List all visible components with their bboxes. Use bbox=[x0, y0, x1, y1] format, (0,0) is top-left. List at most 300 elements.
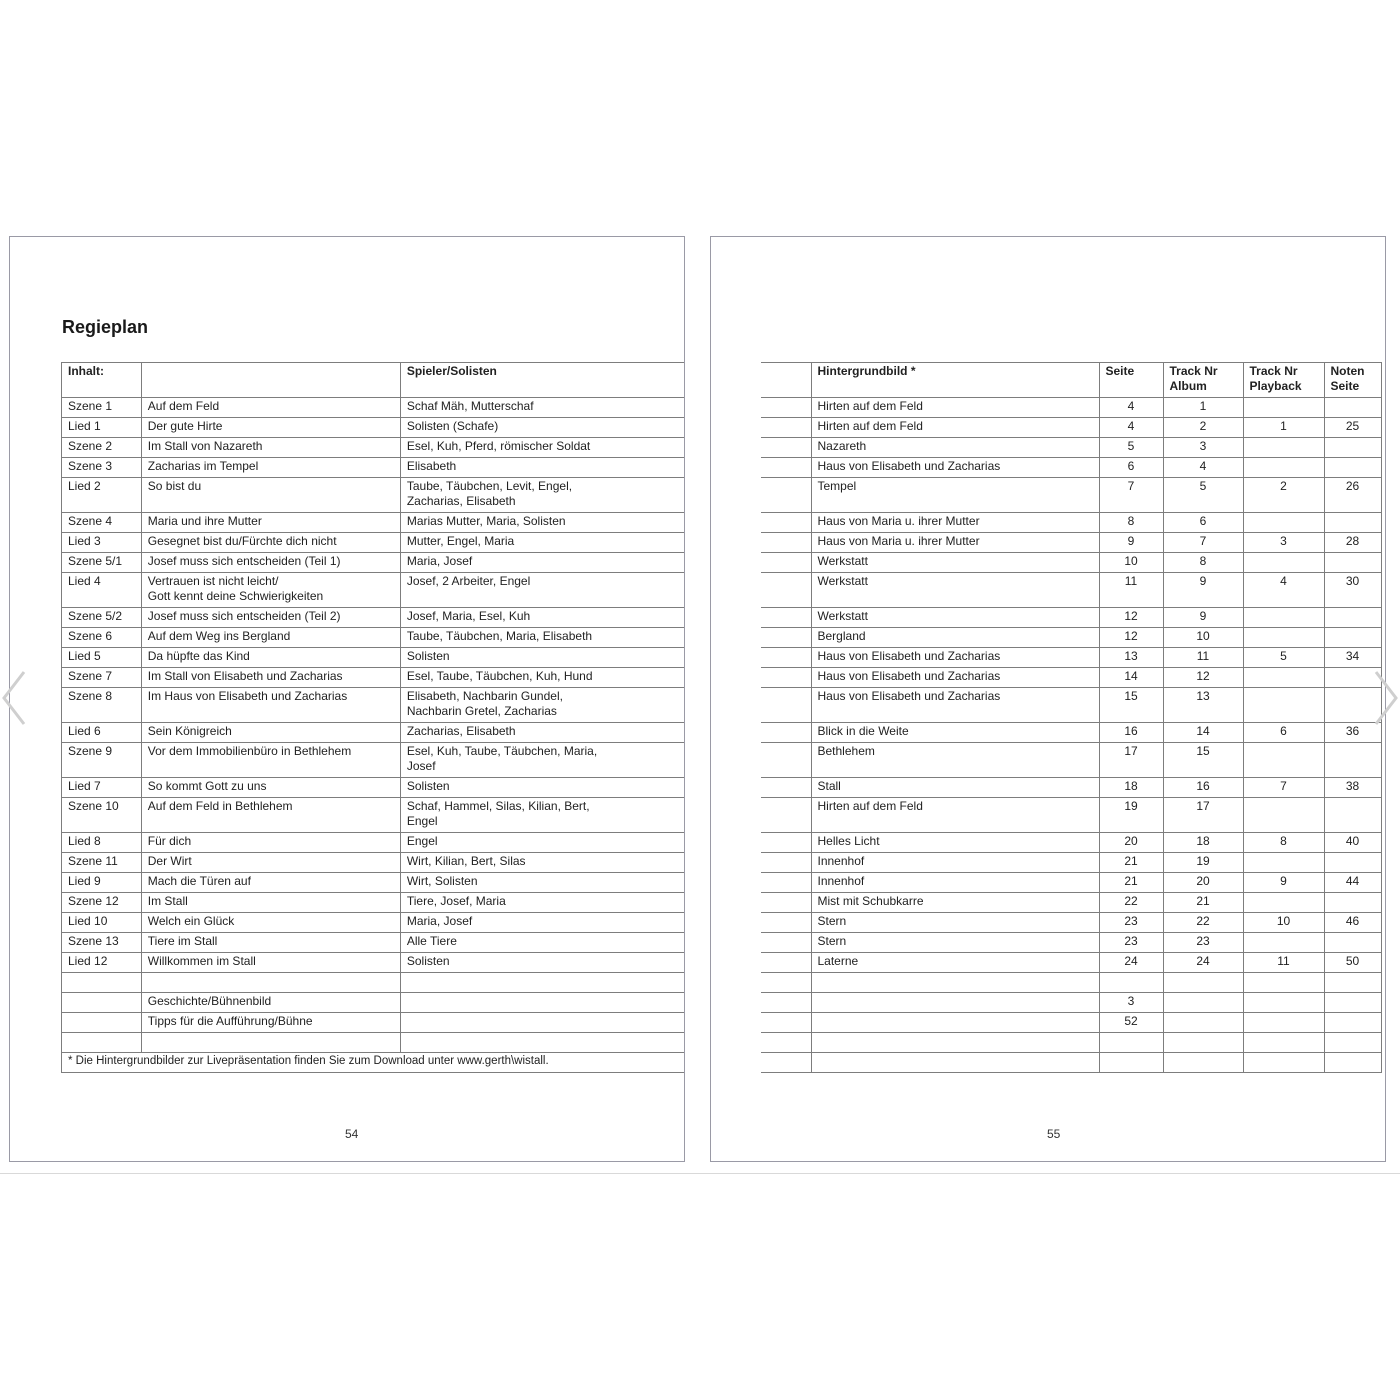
cell-seite: 22 bbox=[1099, 893, 1163, 913]
cell-inhalt: Lied 5 bbox=[62, 648, 142, 668]
cell-spieler: Tiere, Josef, Maria bbox=[400, 893, 684, 913]
cell-noten-seite bbox=[1324, 398, 1381, 418]
table-row bbox=[761, 513, 1381, 533]
cell-track-playback: 3 bbox=[1243, 533, 1324, 553]
cell-hintergrundbild: Haus von Elisabeth und Zacharias bbox=[811, 688, 1099, 723]
cell-noten-seite bbox=[1324, 1053, 1381, 1073]
cell-noten-seite bbox=[1324, 743, 1381, 778]
cell-spieler: Taube, Täubchen, Levit, Engel, Zacharias, Elisabeth bbox=[400, 478, 684, 513]
table-row bbox=[761, 933, 1381, 953]
table-row bbox=[761, 553, 1381, 573]
table-row bbox=[62, 608, 685, 628]
cell-inhalt: Szene 1 bbox=[62, 398, 142, 418]
cell-track-playback bbox=[1243, 553, 1324, 573]
table-row bbox=[761, 573, 1381, 608]
cell-track-playback bbox=[1243, 398, 1324, 418]
viewer-bottom-divider bbox=[0, 1173, 1400, 1174]
cell-track-playback: 11 bbox=[1243, 953, 1324, 973]
cell-seite: 21 bbox=[1099, 853, 1163, 873]
cell-track-album: 20 bbox=[1163, 873, 1243, 893]
cell-track-playback: 8 bbox=[1243, 833, 1324, 853]
cell-hintergrundbild bbox=[811, 1013, 1099, 1033]
table-row bbox=[761, 1013, 1381, 1033]
cell-seite: 15 bbox=[1099, 688, 1163, 723]
cell-track-playback bbox=[1243, 688, 1324, 723]
table-row bbox=[62, 688, 685, 723]
cell-hintergrundbild: Bethlehem bbox=[811, 743, 1099, 778]
table-row bbox=[62, 668, 685, 688]
cell-blank bbox=[761, 608, 811, 628]
table-row bbox=[761, 873, 1381, 893]
cell-track-playback bbox=[1243, 743, 1324, 778]
cell-spieler: Alle Tiere bbox=[400, 933, 684, 953]
cell-inhalt: Lied 4 bbox=[62, 573, 142, 608]
cell-track-album: 13 bbox=[1163, 688, 1243, 723]
page-left bbox=[9, 236, 685, 1162]
cell-hintergrundbild: Laterne bbox=[811, 953, 1099, 973]
cell-noten-seite: 25 bbox=[1324, 418, 1381, 438]
cell-track-playback: 7 bbox=[1243, 778, 1324, 798]
cell-blank bbox=[761, 833, 811, 853]
cell-hintergrundbild bbox=[811, 1033, 1099, 1053]
cell-track-album: 9 bbox=[1163, 573, 1243, 608]
cell-track-album: 7 bbox=[1163, 533, 1243, 553]
table-row bbox=[761, 953, 1381, 973]
cell-hintergrundbild bbox=[811, 973, 1099, 993]
cell-blank bbox=[761, 1033, 811, 1053]
table-row bbox=[761, 1053, 1381, 1073]
cell-seite: 12 bbox=[1099, 608, 1163, 628]
cell-hintergrundbild: Innenhof bbox=[811, 873, 1099, 893]
cell-seite bbox=[1099, 973, 1163, 993]
cell-blank bbox=[761, 953, 811, 973]
cell-noten-seite bbox=[1324, 458, 1381, 478]
cell-spieler: Josef, 2 Arbeiter, Engel bbox=[400, 573, 684, 608]
cell-blank bbox=[761, 668, 811, 688]
cell-track-playback: 5 bbox=[1243, 648, 1324, 668]
cell-inhalt bbox=[62, 973, 142, 993]
cell-blank bbox=[761, 873, 811, 893]
cell-hintergrundbild: Nazareth bbox=[811, 438, 1099, 458]
cell-track-playback bbox=[1243, 893, 1324, 913]
cell-hintergrundbild: Stall bbox=[811, 778, 1099, 798]
cell-title: Mach die Türen auf bbox=[141, 873, 400, 893]
table-row bbox=[62, 533, 685, 553]
cell-noten-seite bbox=[1324, 438, 1381, 458]
cell-title: Im Stall bbox=[141, 893, 400, 913]
cell-track-playback bbox=[1243, 458, 1324, 478]
cell-spieler bbox=[400, 1033, 684, 1053]
cell-inhalt bbox=[62, 1013, 142, 1033]
cell-spieler: Maria, Josef bbox=[400, 553, 684, 573]
cell-seite: 23 bbox=[1099, 933, 1163, 953]
cell-seite: 12 bbox=[1099, 628, 1163, 648]
cell-inhalt: Szene 5/1 bbox=[62, 553, 142, 573]
cell-track-album: 15 bbox=[1163, 743, 1243, 778]
cell-title: Für dich bbox=[141, 833, 400, 853]
cell-hintergrundbild: Hirten auf dem Feld bbox=[811, 418, 1099, 438]
cell-hintergrundbild: Hirten auf dem Feld bbox=[811, 798, 1099, 833]
cell-title: So bist du bbox=[141, 478, 400, 513]
cell-track-album: 18 bbox=[1163, 833, 1243, 853]
table-row bbox=[62, 723, 685, 743]
cell-blank bbox=[761, 1053, 811, 1073]
cell-hintergrundbild: Blick in die Weite bbox=[811, 723, 1099, 743]
cell-track-album: 1 bbox=[1163, 398, 1243, 418]
cell-title: So kommt Gott zu uns bbox=[141, 778, 400, 798]
cell-track-playback bbox=[1243, 608, 1324, 628]
cell-seite: 18 bbox=[1099, 778, 1163, 798]
chevron-left-icon bbox=[0, 668, 30, 728]
cell-seite: 5 bbox=[1099, 438, 1163, 458]
cell-spieler bbox=[400, 973, 684, 993]
table-row bbox=[62, 743, 685, 778]
cell-title: Gesegnet bist du/Fürchte dich nicht bbox=[141, 533, 400, 553]
cell-noten-seite bbox=[1324, 1013, 1381, 1033]
cell-blank bbox=[761, 1013, 811, 1033]
cell-title: Da hüpfte das Kind bbox=[141, 648, 400, 668]
header-track-playback: Track Nr Playback bbox=[1243, 363, 1324, 398]
cell-inhalt: Szene 3 bbox=[62, 458, 142, 478]
cell-inhalt bbox=[62, 993, 142, 1013]
cell-title: Willkommen im Stall bbox=[141, 953, 400, 973]
cell-track-album: 19 bbox=[1163, 853, 1243, 873]
cell-track-album: 16 bbox=[1163, 778, 1243, 798]
cell-track-playback bbox=[1243, 933, 1324, 953]
cell-title: Welch ein Glück bbox=[141, 913, 400, 933]
cell-spieler: Schaf Mäh, Mutterschaf bbox=[400, 398, 684, 418]
cell-blank bbox=[761, 853, 811, 873]
table-row bbox=[62, 933, 685, 953]
previous-page-button[interactable] bbox=[0, 668, 30, 728]
next-page-button[interactable] bbox=[1370, 668, 1400, 728]
cell-inhalt: Lied 9 bbox=[62, 873, 142, 893]
regieplan-table-left bbox=[61, 362, 684, 1073]
cell-seite: 6 bbox=[1099, 458, 1163, 478]
table-row bbox=[62, 798, 685, 833]
cell-track-playback bbox=[1243, 1053, 1324, 1073]
table-row bbox=[761, 893, 1381, 913]
cell-track-album: 6 bbox=[1163, 513, 1243, 533]
cell-track-album: 5 bbox=[1163, 478, 1243, 513]
cell-blank bbox=[761, 418, 811, 438]
cell-track-playback bbox=[1243, 438, 1324, 458]
cell-seite: 52 bbox=[1099, 1013, 1163, 1033]
cell-inhalt: Szene 4 bbox=[62, 513, 142, 533]
cell-title: Der Wirt bbox=[141, 853, 400, 873]
cell-track-playback bbox=[1243, 1013, 1324, 1033]
page-number-right: 55 bbox=[1047, 1127, 1061, 1141]
footnote-row bbox=[62, 1053, 685, 1073]
cell-hintergrundbild: Innenhof bbox=[811, 853, 1099, 873]
page-right bbox=[710, 236, 1386, 1162]
chevron-right-icon bbox=[1370, 668, 1400, 728]
cell-spieler: Elisabeth bbox=[400, 458, 684, 478]
cell-blank bbox=[761, 893, 811, 913]
cell-track-album: 4 bbox=[1163, 458, 1243, 478]
table-row bbox=[62, 478, 685, 513]
cell-seite: 14 bbox=[1099, 668, 1163, 688]
cell-seite: 9 bbox=[1099, 533, 1163, 553]
cell-noten-seite: 38 bbox=[1324, 778, 1381, 798]
cell-inhalt bbox=[62, 1033, 142, 1053]
cell-spieler: Josef, Maria, Esel, Kuh bbox=[400, 608, 684, 628]
cell-blank bbox=[761, 933, 811, 953]
cell-track-playback bbox=[1243, 668, 1324, 688]
table-row bbox=[761, 438, 1381, 458]
cell-inhalt: Lied 2 bbox=[62, 478, 142, 513]
table-row bbox=[761, 798, 1381, 833]
cell-blank bbox=[761, 688, 811, 723]
cell-inhalt: Lied 6 bbox=[62, 723, 142, 743]
table-header-row bbox=[761, 363, 1381, 398]
cell-track-album: 21 bbox=[1163, 893, 1243, 913]
table-row bbox=[62, 513, 685, 533]
cell-inhalt: Lied 1 bbox=[62, 418, 142, 438]
cell-blank bbox=[761, 778, 811, 798]
cell-track-album: 24 bbox=[1163, 953, 1243, 973]
cell-track-album: 9 bbox=[1163, 608, 1243, 628]
cell-inhalt: Lied 8 bbox=[62, 833, 142, 853]
cell-seite bbox=[1099, 1033, 1163, 1053]
table-row bbox=[62, 913, 685, 933]
cell-spieler: Solisten bbox=[400, 953, 684, 973]
cell-spieler: Solisten bbox=[400, 778, 684, 798]
cell-seite: 4 bbox=[1099, 398, 1163, 418]
cell-seite: 10 bbox=[1099, 553, 1163, 573]
cell-noten-seite: 50 bbox=[1324, 953, 1381, 973]
table-row bbox=[761, 608, 1381, 628]
cell-hintergrundbild: Helles Licht bbox=[811, 833, 1099, 853]
cell-title: Im Stall von Elisabeth und Zacharias bbox=[141, 668, 400, 688]
cell-hintergrundbild: Werkstatt bbox=[811, 553, 1099, 573]
header-inhalt: Inhalt: bbox=[62, 363, 142, 398]
cell-title: Tiere im Stall bbox=[141, 933, 400, 953]
cell-inhalt: Szene 10 bbox=[62, 798, 142, 833]
table-row bbox=[761, 993, 1381, 1013]
cell-track-album: 3 bbox=[1163, 438, 1243, 458]
cell-noten-seite: 44 bbox=[1324, 873, 1381, 893]
cell-hintergrundbild: Haus von Maria u. ihrer Mutter bbox=[811, 513, 1099, 533]
cell-seite bbox=[1099, 1053, 1163, 1073]
cell-spieler: Esel, Taube, Täubchen, Kuh, Hund bbox=[400, 668, 684, 688]
table-row bbox=[62, 628, 685, 648]
cell-seite: 13 bbox=[1099, 648, 1163, 668]
table-row bbox=[761, 833, 1381, 853]
page-title: Regieplan bbox=[62, 317, 149, 337]
cell-noten-seite: 28 bbox=[1324, 533, 1381, 553]
cell-spieler: Wirt, Kilian, Bert, Silas bbox=[400, 853, 684, 873]
cell-spieler: Mutter, Engel, Maria bbox=[400, 533, 684, 553]
table-row bbox=[761, 743, 1381, 778]
cell-inhalt: Szene 12 bbox=[62, 893, 142, 913]
cell-blank bbox=[761, 398, 811, 418]
cell-noten-seite: 46 bbox=[1324, 913, 1381, 933]
table-row bbox=[761, 973, 1381, 993]
cell-blank bbox=[761, 533, 811, 553]
cell-inhalt: Szene 8 bbox=[62, 688, 142, 723]
header-seite: Seite bbox=[1099, 363, 1163, 398]
cell-track-playback bbox=[1243, 993, 1324, 1013]
cell-spieler: Solisten (Schafe) bbox=[400, 418, 684, 438]
cell-blank bbox=[761, 913, 811, 933]
cell-blank bbox=[761, 648, 811, 668]
page-number-left: 54 bbox=[345, 1127, 359, 1141]
table-row bbox=[761, 778, 1381, 798]
cell-track-album: 11 bbox=[1163, 648, 1243, 668]
cell-blank bbox=[761, 438, 811, 458]
header-title bbox=[141, 363, 400, 398]
cell-noten-seite bbox=[1324, 973, 1381, 993]
cell-blank bbox=[761, 798, 811, 833]
cell-blank bbox=[761, 993, 811, 1013]
cell-spieler: Zacharias, Elisabeth bbox=[400, 723, 684, 743]
table-row bbox=[62, 648, 685, 668]
table-row bbox=[62, 953, 685, 973]
cell-track-album bbox=[1163, 993, 1243, 1013]
cell-spieler: Esel, Kuh, Taube, Täubchen, Maria, Josef bbox=[400, 743, 684, 778]
cell-noten-seite bbox=[1324, 893, 1381, 913]
cell-title: Auf dem Feld bbox=[141, 398, 400, 418]
cell-track-playback: 10 bbox=[1243, 913, 1324, 933]
cell-seite: 21 bbox=[1099, 873, 1163, 893]
cell-hintergrundbild: Haus von Elisabeth und Zacharias bbox=[811, 668, 1099, 688]
cell-inhalt: Lied 3 bbox=[62, 533, 142, 553]
cell-seite: 4 bbox=[1099, 418, 1163, 438]
cell-track-playback: 4 bbox=[1243, 573, 1324, 608]
cell-noten-seite: 30 bbox=[1324, 573, 1381, 608]
cell-inhalt: Lied 7 bbox=[62, 778, 142, 798]
cell-track-album: 23 bbox=[1163, 933, 1243, 953]
table-row bbox=[761, 398, 1381, 418]
cell-track-album bbox=[1163, 973, 1243, 993]
cell-spieler: Solisten bbox=[400, 648, 684, 668]
cell-title: Josef muss sich entscheiden (Teil 2) bbox=[141, 608, 400, 628]
cell-spieler: Elisabeth, Nachbarin Gundel, Nachbarin Gretel, Zacharias bbox=[400, 688, 684, 723]
table-row bbox=[62, 458, 685, 478]
cell-noten-seite bbox=[1324, 853, 1381, 873]
cell-track-album bbox=[1163, 1033, 1243, 1053]
cell-seite: 16 bbox=[1099, 723, 1163, 743]
cell-track-album: 10 bbox=[1163, 628, 1243, 648]
cell-title: Auf dem Feld in Bethlehem bbox=[141, 798, 400, 833]
cell-spieler: Engel bbox=[400, 833, 684, 853]
header-hintergrundbild: Hintergrundbild * bbox=[811, 363, 1099, 398]
table-row bbox=[62, 973, 685, 993]
table-row bbox=[761, 533, 1381, 553]
cell-seite: 17 bbox=[1099, 743, 1163, 778]
cell-blank bbox=[761, 573, 811, 608]
cell-inhalt: Szene 2 bbox=[62, 438, 142, 458]
cell-title: Vor dem Immobilienbüro in Bethlehem bbox=[141, 743, 400, 778]
cell-noten-seite bbox=[1324, 933, 1381, 953]
cell-track-playback bbox=[1243, 973, 1324, 993]
cell-spieler: Wirt, Solisten bbox=[400, 873, 684, 893]
table-row bbox=[62, 993, 685, 1013]
table-row bbox=[62, 418, 685, 438]
cell-track-album: 22 bbox=[1163, 913, 1243, 933]
cell-hintergrundbild: Haus von Elisabeth und Zacharias bbox=[811, 648, 1099, 668]
cell-title bbox=[141, 1033, 400, 1053]
cell-track-playback: 1 bbox=[1243, 418, 1324, 438]
cell-title: Josef muss sich entscheiden (Teil 1) bbox=[141, 553, 400, 573]
table-row bbox=[761, 458, 1381, 478]
table-row bbox=[62, 398, 685, 418]
table-row bbox=[761, 478, 1381, 513]
cell-track-playback bbox=[1243, 1033, 1324, 1053]
table-row bbox=[62, 893, 685, 913]
cell-noten-seite bbox=[1324, 798, 1381, 833]
cell-track-playback: 9 bbox=[1243, 873, 1324, 893]
table-row bbox=[761, 418, 1381, 438]
cell-track-album bbox=[1163, 1013, 1243, 1033]
cell-inhalt: Szene 5/2 bbox=[62, 608, 142, 628]
cell-hintergrundbild: Tempel bbox=[811, 478, 1099, 513]
cell-track-album: 12 bbox=[1163, 668, 1243, 688]
cell-spieler: Maria, Josef bbox=[400, 913, 684, 933]
header-blank bbox=[761, 363, 811, 398]
cell-seite: 20 bbox=[1099, 833, 1163, 853]
table-row bbox=[761, 648, 1381, 668]
cell-hintergrundbild: Haus von Maria u. ihrer Mutter bbox=[811, 533, 1099, 553]
footnote: * Die Hintergrundbilder zur Livepräsentation finden Sie zum Download unter www.gerth\wistall. bbox=[62, 1053, 685, 1073]
cell-hintergrundbild: Werkstatt bbox=[811, 608, 1099, 628]
cell-spieler: Esel, Kuh, Pferd, römischer Soldat bbox=[400, 438, 684, 458]
cell-noten-seite bbox=[1324, 608, 1381, 628]
cell-track-playback bbox=[1243, 853, 1324, 873]
header-spieler: Spieler/Solisten bbox=[400, 363, 684, 398]
header-track-album: Track Nr Album bbox=[1163, 363, 1243, 398]
cell-blank bbox=[761, 973, 811, 993]
cell-title: Im Haus von Elisabeth und Zacharias bbox=[141, 688, 400, 723]
cell-spieler bbox=[400, 1013, 684, 1033]
cell-track-album: 2 bbox=[1163, 418, 1243, 438]
table-row bbox=[62, 438, 685, 458]
cell-track-playback: 2 bbox=[1243, 478, 1324, 513]
cell-inhalt: Lied 10 bbox=[62, 913, 142, 933]
cell-noten-seite: 26 bbox=[1324, 478, 1381, 513]
table-row bbox=[62, 853, 685, 873]
cell-hintergrundbild: Haus von Elisabeth und Zacharias bbox=[811, 458, 1099, 478]
cell-spieler bbox=[400, 993, 684, 1013]
cell-track-playback bbox=[1243, 513, 1324, 533]
cell-seite: 7 bbox=[1099, 478, 1163, 513]
cell-hintergrundbild: Stern bbox=[811, 933, 1099, 953]
cell-hintergrundbild: Werkstatt bbox=[811, 573, 1099, 608]
cell-noten-seite bbox=[1324, 553, 1381, 573]
cell-noten-seite: 40 bbox=[1324, 833, 1381, 853]
cell-blank bbox=[761, 628, 811, 648]
cell-title: Zacharias im Tempel bbox=[141, 458, 400, 478]
cell-seite: 24 bbox=[1099, 953, 1163, 973]
cell-blank bbox=[761, 478, 811, 513]
cell-inhalt: Lied 12 bbox=[62, 953, 142, 973]
cell-spieler: Taube, Täubchen, Maria, Elisabeth bbox=[400, 628, 684, 648]
table-row bbox=[761, 853, 1381, 873]
table-row bbox=[62, 778, 685, 798]
cell-blank bbox=[761, 743, 811, 778]
cell-inhalt: Szene 6 bbox=[62, 628, 142, 648]
cell-noten-seite bbox=[1324, 1033, 1381, 1053]
cell-title: Auf dem Weg ins Bergland bbox=[141, 628, 400, 648]
cell-hintergrundbild: Hirten auf dem Feld bbox=[811, 398, 1099, 418]
header-noten-seite: Noten Seite bbox=[1324, 363, 1381, 398]
cell-inhalt: Szene 13 bbox=[62, 933, 142, 953]
cell-hintergrundbild: Stern bbox=[811, 913, 1099, 933]
table-row bbox=[62, 833, 685, 853]
table-row bbox=[761, 1033, 1381, 1053]
cell-noten-seite bbox=[1324, 993, 1381, 1013]
